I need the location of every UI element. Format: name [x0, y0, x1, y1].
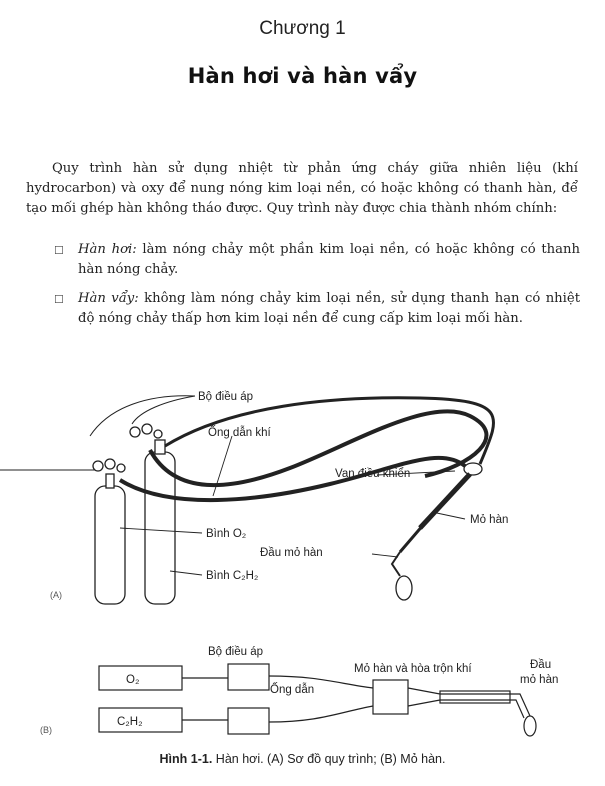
label-regulator-b: Bộ điều áp: [208, 646, 263, 658]
bullet-text: làm nóng chảy một phần kim loại nền, có hoặc không có thanh hàn nóng chảy.: [78, 242, 580, 277]
checkbox-bullet-icon: ☐: [54, 293, 64, 306]
label-hose-a: Ống dẫn khí: [208, 427, 271, 439]
panel-a-label: (A): [50, 590, 62, 600]
label-c2h2-tank: Bình C₂H₂: [206, 570, 259, 582]
figure-caption: [0, 752, 605, 766]
bullet-text: không làm nóng chảy kim loại nền, sử dụng thanh hạn có nhiệt độ nóng chảy thấp hơn kim loại nền để cung cấp kim loại mối hàn.: [78, 291, 580, 326]
label-valve: Van điều khiển: [335, 468, 411, 480]
panel-b-label: (B): [40, 725, 52, 735]
label-o2-tank: Bình O₂: [206, 528, 247, 540]
label-regulator-a: Bộ điều áp: [198, 391, 253, 403]
checkbox-bullet-icon: ☐: [54, 244, 64, 257]
bullet-list: [40, 240, 580, 338]
bullet-item: [40, 240, 580, 280]
label-torch-mixer: Mỏ hàn và hòa trộn khí: [354, 663, 472, 675]
chapter-label: Chương 1: [259, 18, 346, 39]
label-tip-line1: Đầu: [530, 659, 552, 671]
bullet-term: Hàn vẩy:: [78, 291, 139, 306]
bullet-term: Hàn hơi:: [78, 242, 137, 257]
intro-paragraph: Quy trình hàn sử dụng nhiệt từ phản ứng cháy giữa nhiên liệu (khí hydrocarbon) và oxy để nung nóng kim loại nền, có hoặc không có thanh hàn, để tạo mối ghép hàn không tháo được. Quy trình này được chia thành nhóm chính:: [26, 161, 578, 217]
label-o2-box: O₂: [126, 674, 140, 686]
figure-welding: [0, 376, 605, 752]
chapter-title: Hàn hơi và hàn vẩy: [187, 64, 418, 88]
label-torch-tip: Đầu mỏ hàn: [260, 547, 323, 559]
label-tip-line2: mỏ hàn: [520, 674, 559, 686]
label-torch: Mỏ hàn: [470, 514, 509, 526]
caption-prefix: Hình 1-1.: [159, 752, 213, 766]
label-c2h2-box: C₂H₂: [117, 716, 143, 728]
label-hose-b: Ống dẫn: [270, 684, 315, 696]
caption-text: Hàn hơi. (A) Sơ đồ quy trình; (B) Mỏ hàn.: [212, 752, 446, 766]
bullet-item: [40, 289, 580, 329]
